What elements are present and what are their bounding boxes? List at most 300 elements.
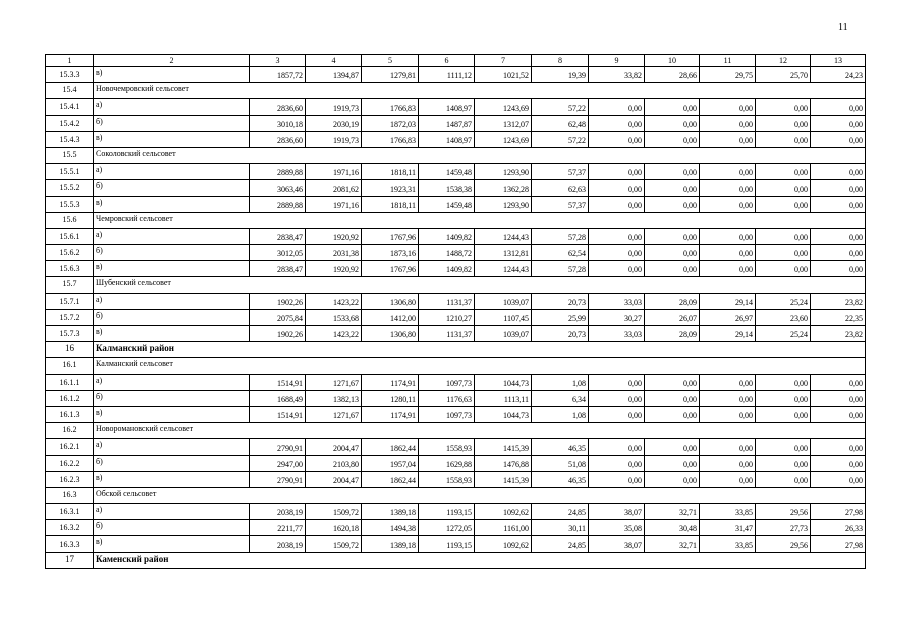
value-cell: 1097,73 xyxy=(419,374,475,390)
value-cell: 0,00 xyxy=(811,180,866,196)
value-cell: 1174,91 xyxy=(362,374,419,390)
value-cell: 1509,72 xyxy=(306,504,362,520)
row-code-cell: 15.4 xyxy=(46,83,94,99)
value-cell: 25,24 xyxy=(756,326,811,342)
value-cell: 1920,92 xyxy=(306,228,362,244)
value-cell: 0,00 xyxy=(811,228,866,244)
district-row xyxy=(46,552,866,568)
value-cell: 31,47 xyxy=(700,520,756,536)
table-header-row xyxy=(46,55,866,67)
value-cell: 1243,69 xyxy=(475,131,532,147)
value-cell: 1092,62 xyxy=(475,536,532,552)
value-cell: 1306,80 xyxy=(362,326,419,342)
value-cell: 1923,31 xyxy=(362,180,419,196)
row-variant-cell: б) xyxy=(94,245,250,261)
value-cell: 26,97 xyxy=(700,309,756,325)
value-cell: 2889,88 xyxy=(250,164,306,180)
row-variant-cell: б) xyxy=(94,180,250,196)
row-code-cell: 15.7.2 xyxy=(46,309,94,325)
value-cell: 0,00 xyxy=(589,131,645,147)
table-row xyxy=(46,131,866,147)
council-name-cell: Калманский сельсовет xyxy=(94,358,866,374)
row-code-cell: 15.5.3 xyxy=(46,196,94,212)
value-cell: 1514,91 xyxy=(250,406,306,422)
value-cell: 1244,43 xyxy=(475,228,532,244)
value-cell: 1873,16 xyxy=(362,245,419,261)
header-cell: 1 xyxy=(46,55,94,67)
value-cell: 33,03 xyxy=(589,326,645,342)
value-cell: 2038,19 xyxy=(250,536,306,552)
value-cell: 0,00 xyxy=(756,131,811,147)
council-row xyxy=(46,212,866,228)
table-row xyxy=(46,374,866,390)
value-cell: 1412,00 xyxy=(362,309,419,325)
value-cell: 26,33 xyxy=(811,520,866,536)
value-cell: 1872,03 xyxy=(362,115,419,131)
council-row xyxy=(46,423,866,439)
value-cell: 1558,93 xyxy=(419,471,475,487)
value-cell: 27,98 xyxy=(811,536,866,552)
value-cell: 33,82 xyxy=(589,67,645,83)
table-row xyxy=(46,228,866,244)
value-cell: 1394,87 xyxy=(306,67,362,83)
value-cell: 2836,60 xyxy=(250,99,306,115)
value-cell: 25,24 xyxy=(756,293,811,309)
value-cell: 1920,92 xyxy=(306,261,362,277)
value-cell: 1113,11 xyxy=(475,390,532,406)
value-cell: 1293,90 xyxy=(475,164,532,180)
value-cell: 1389,18 xyxy=(362,536,419,552)
value-cell: 0,00 xyxy=(700,228,756,244)
value-cell: 1039,07 xyxy=(475,326,532,342)
value-cell: 0,00 xyxy=(645,180,700,196)
value-cell: 1409,82 xyxy=(419,228,475,244)
council-name-cell: Чемровский сельсовет xyxy=(94,212,866,228)
value-cell: 1509,72 xyxy=(306,536,362,552)
value-cell: 1538,38 xyxy=(419,180,475,196)
row-variant-cell: б) xyxy=(94,520,250,536)
value-cell: 24,85 xyxy=(532,536,589,552)
table-row xyxy=(46,115,866,131)
header-cell: 10 xyxy=(645,55,700,67)
value-cell: 1362,28 xyxy=(475,180,532,196)
value-cell: 0,00 xyxy=(811,245,866,261)
value-cell: 0,00 xyxy=(700,439,756,455)
table-row xyxy=(46,99,866,115)
value-cell: 1818,11 xyxy=(362,164,419,180)
value-cell: 29,56 xyxy=(756,504,811,520)
value-cell: 23,60 xyxy=(756,309,811,325)
row-variant-cell: б) xyxy=(94,455,250,471)
row-code-cell: 15.7.1 xyxy=(46,293,94,309)
row-code-cell: 16.3.3 xyxy=(46,536,94,552)
value-cell: 0,00 xyxy=(756,196,811,212)
row-code-cell: 16.2.2 xyxy=(46,455,94,471)
value-cell: 62,54 xyxy=(532,245,589,261)
value-cell: 0,00 xyxy=(811,164,866,180)
value-cell: 1971,16 xyxy=(306,196,362,212)
value-cell: 0,00 xyxy=(645,131,700,147)
value-cell: 0,00 xyxy=(811,390,866,406)
value-cell: 2790,91 xyxy=(250,439,306,455)
council-row xyxy=(46,147,866,163)
value-cell: 1210,27 xyxy=(419,309,475,325)
row-code-cell: 15.5.2 xyxy=(46,180,94,196)
value-cell: 28,66 xyxy=(645,67,700,83)
value-cell: 57,37 xyxy=(532,196,589,212)
value-cell: 1459,48 xyxy=(419,164,475,180)
value-cell: 0,00 xyxy=(645,455,700,471)
value-cell: 1620,18 xyxy=(306,520,362,536)
value-cell: 23,82 xyxy=(811,293,866,309)
header-cell: 3 xyxy=(250,55,306,67)
value-cell: 0,00 xyxy=(645,390,700,406)
header-cell: 4 xyxy=(306,55,362,67)
value-cell: 1193,15 xyxy=(419,504,475,520)
value-cell: 1280,11 xyxy=(362,390,419,406)
value-cell: 1312,07 xyxy=(475,115,532,131)
row-code-cell: 15.5.1 xyxy=(46,164,94,180)
value-cell: 0,00 xyxy=(756,455,811,471)
value-cell: 20,73 xyxy=(532,326,589,342)
value-cell: 0,00 xyxy=(700,471,756,487)
value-cell: 0,00 xyxy=(700,180,756,196)
value-cell: 0,00 xyxy=(811,99,866,115)
value-cell: 0,00 xyxy=(756,180,811,196)
value-cell: 1044,73 xyxy=(475,406,532,422)
value-cell: 0,00 xyxy=(756,245,811,261)
table-row xyxy=(46,293,866,309)
row-code-cell: 16.2.1 xyxy=(46,439,94,455)
value-cell: 0,00 xyxy=(700,115,756,131)
row-code-cell: 16.1.2 xyxy=(46,390,94,406)
row-variant-cell: в) xyxy=(94,196,250,212)
value-cell: 1243,69 xyxy=(475,99,532,115)
row-code-cell: 15.4.3 xyxy=(46,131,94,147)
row-variant-cell: в) xyxy=(94,67,250,83)
value-cell: 1862,44 xyxy=(362,439,419,455)
value-cell: 0,00 xyxy=(756,115,811,131)
value-cell: 0,00 xyxy=(645,245,700,261)
value-cell: 0,00 xyxy=(756,164,811,180)
value-cell: 0,00 xyxy=(700,261,756,277)
table-body xyxy=(46,55,866,569)
value-cell: 0,00 xyxy=(645,99,700,115)
value-cell: 0,00 xyxy=(700,245,756,261)
value-cell: 2004,47 xyxy=(306,439,362,455)
value-cell: 0,00 xyxy=(645,196,700,212)
value-cell: 1097,73 xyxy=(419,406,475,422)
council-row xyxy=(46,487,866,503)
row-code-cell: 15.3.3 xyxy=(46,67,94,83)
value-cell: 1767,96 xyxy=(362,228,419,244)
value-cell: 1272,05 xyxy=(419,520,475,536)
value-cell: 1389,18 xyxy=(362,504,419,520)
value-cell: 1174,91 xyxy=(362,406,419,422)
value-cell: 0,00 xyxy=(811,131,866,147)
row-code-cell: 16.2.3 xyxy=(46,471,94,487)
value-cell: 1514,91 xyxy=(250,374,306,390)
value-cell: 1107,45 xyxy=(475,309,532,325)
value-cell: 24,85 xyxy=(532,504,589,520)
value-cell: 38,07 xyxy=(589,504,645,520)
value-cell: 0,00 xyxy=(811,439,866,455)
row-variant-cell: а) xyxy=(94,504,250,520)
row-variant-cell: а) xyxy=(94,164,250,180)
value-cell: 2081,62 xyxy=(306,180,362,196)
value-cell: 0,00 xyxy=(811,196,866,212)
value-cell: 0,00 xyxy=(589,99,645,115)
value-cell: 0,00 xyxy=(645,471,700,487)
table-row xyxy=(46,245,866,261)
value-cell: 1131,37 xyxy=(419,326,475,342)
value-cell: 32,71 xyxy=(645,536,700,552)
value-cell: 1862,44 xyxy=(362,471,419,487)
value-cell: 2075,84 xyxy=(250,309,306,325)
value-cell: 24,23 xyxy=(811,67,866,83)
value-cell: 1244,43 xyxy=(475,261,532,277)
council-name-cell: Новоромановский сельсовет xyxy=(94,423,866,439)
value-cell: 28,09 xyxy=(645,326,700,342)
value-cell: 1919,73 xyxy=(306,99,362,115)
value-cell: 2889,88 xyxy=(250,196,306,212)
value-cell: 1494,38 xyxy=(362,520,419,536)
table-row xyxy=(46,439,866,455)
row-variant-cell: в) xyxy=(94,406,250,422)
value-cell: 2103,80 xyxy=(306,455,362,471)
table-row xyxy=(46,504,866,520)
table-row xyxy=(46,536,866,552)
value-cell: 22,35 xyxy=(811,309,866,325)
value-cell: 0,00 xyxy=(589,374,645,390)
value-cell: 1487,87 xyxy=(419,115,475,131)
row-code-cell: 15.6.1 xyxy=(46,228,94,244)
table-row xyxy=(46,261,866,277)
row-variant-cell: б) xyxy=(94,390,250,406)
value-cell: 1423,22 xyxy=(306,326,362,342)
row-code-cell: 15.4.1 xyxy=(46,99,94,115)
value-cell: 1279,81 xyxy=(362,67,419,83)
value-cell: 62,63 xyxy=(532,180,589,196)
value-cell: 0,00 xyxy=(700,455,756,471)
value-cell: 2838,47 xyxy=(250,261,306,277)
value-cell: 46,35 xyxy=(532,471,589,487)
value-cell: 33,85 xyxy=(700,536,756,552)
value-cell: 28,09 xyxy=(645,293,700,309)
value-cell: 25,99 xyxy=(532,309,589,325)
value-cell: 29,14 xyxy=(700,326,756,342)
row-code-cell: 16.3 xyxy=(46,487,94,503)
row-variant-cell: в) xyxy=(94,261,250,277)
value-cell: 1629,88 xyxy=(419,455,475,471)
council-row xyxy=(46,358,866,374)
value-cell: 30,48 xyxy=(645,520,700,536)
value-cell: 20,73 xyxy=(532,293,589,309)
value-cell: 2790,91 xyxy=(250,471,306,487)
value-cell: 0,00 xyxy=(589,455,645,471)
value-cell: 3012,05 xyxy=(250,245,306,261)
value-cell: 0,00 xyxy=(756,439,811,455)
council-name-cell: Шубенский сельсовет xyxy=(94,277,866,293)
row-code-cell: 16 xyxy=(46,342,94,358)
table-row xyxy=(46,471,866,487)
value-cell: 38,07 xyxy=(589,536,645,552)
value-cell: 0,00 xyxy=(589,164,645,180)
value-cell: 1044,73 xyxy=(475,374,532,390)
value-cell: 26,07 xyxy=(645,309,700,325)
row-variant-cell: б) xyxy=(94,115,250,131)
data-table xyxy=(45,54,866,569)
value-cell: 32,71 xyxy=(645,504,700,520)
value-cell: 1476,88 xyxy=(475,455,532,471)
row-code-cell: 15.6.2 xyxy=(46,245,94,261)
value-cell: 0,00 xyxy=(589,261,645,277)
value-cell: 1092,62 xyxy=(475,504,532,520)
row-code-cell: 15.7.3 xyxy=(46,326,94,342)
value-cell: 0,00 xyxy=(811,471,866,487)
value-cell: 0,00 xyxy=(645,228,700,244)
district-name-cell: Калманский район xyxy=(94,342,866,358)
council-name-cell: Обской сельсовет xyxy=(94,487,866,503)
value-cell: 0,00 xyxy=(589,228,645,244)
value-cell: 0,00 xyxy=(700,374,756,390)
row-variant-cell: в) xyxy=(94,326,250,342)
value-cell: 0,00 xyxy=(589,180,645,196)
table-row xyxy=(46,326,866,342)
value-cell: 1767,96 xyxy=(362,261,419,277)
value-cell: 1271,67 xyxy=(306,374,362,390)
value-cell: 0,00 xyxy=(700,390,756,406)
value-cell: 0,00 xyxy=(700,196,756,212)
value-cell: 1382,13 xyxy=(306,390,362,406)
value-cell: 0,00 xyxy=(589,390,645,406)
row-code-cell: 15.6.3 xyxy=(46,261,94,277)
value-cell: 0,00 xyxy=(756,228,811,244)
value-cell: 2038,19 xyxy=(250,504,306,520)
value-cell: 2031,38 xyxy=(306,245,362,261)
value-cell: 1415,39 xyxy=(475,439,532,455)
row-code-cell: 15.4.2 xyxy=(46,115,94,131)
row-variant-cell: а) xyxy=(94,293,250,309)
value-cell: 0,00 xyxy=(811,261,866,277)
value-cell: 0,00 xyxy=(589,115,645,131)
value-cell: 57,22 xyxy=(532,131,589,147)
value-cell: 1408,97 xyxy=(419,99,475,115)
value-cell: 3063,46 xyxy=(250,180,306,196)
value-cell: 29,14 xyxy=(700,293,756,309)
value-cell: 19,39 xyxy=(532,67,589,83)
row-code-cell: 16.3.2 xyxy=(46,520,94,536)
value-cell: 1306,80 xyxy=(362,293,419,309)
value-cell: 1312,81 xyxy=(475,245,532,261)
value-cell: 1293,90 xyxy=(475,196,532,212)
value-cell: 2838,47 xyxy=(250,228,306,244)
value-cell: 1111,12 xyxy=(419,67,475,83)
value-cell: 0,00 xyxy=(756,406,811,422)
value-cell: 0,00 xyxy=(589,196,645,212)
value-cell: 62,48 xyxy=(532,115,589,131)
row-variant-cell: а) xyxy=(94,99,250,115)
row-variant-cell: а) xyxy=(94,374,250,390)
value-cell: 0,00 xyxy=(589,439,645,455)
value-cell: 0,00 xyxy=(589,471,645,487)
value-cell: 1423,22 xyxy=(306,293,362,309)
value-cell: 1766,83 xyxy=(362,131,419,147)
value-cell: 0,00 xyxy=(645,374,700,390)
value-cell: 1533,68 xyxy=(306,309,362,325)
value-cell: 23,82 xyxy=(811,326,866,342)
value-cell: 1039,07 xyxy=(475,293,532,309)
table-row xyxy=(46,180,866,196)
row-code-cell: 16.1 xyxy=(46,358,94,374)
header-cell: 13 xyxy=(811,55,866,67)
value-cell: 0,00 xyxy=(589,406,645,422)
value-cell: 0,00 xyxy=(756,471,811,487)
value-cell: 29,75 xyxy=(700,67,756,83)
council-row xyxy=(46,83,866,99)
value-cell: 0,00 xyxy=(811,115,866,131)
value-cell: 6,34 xyxy=(532,390,589,406)
value-cell: 0,00 xyxy=(645,439,700,455)
value-cell: 0,00 xyxy=(811,406,866,422)
value-cell: 1,08 xyxy=(532,374,589,390)
value-cell: 1021,52 xyxy=(475,67,532,83)
header-cell: 11 xyxy=(700,55,756,67)
table-row xyxy=(46,309,866,325)
value-cell: 0,00 xyxy=(700,406,756,422)
header-cell: 7 xyxy=(475,55,532,67)
value-cell: 0,00 xyxy=(700,164,756,180)
value-cell: 2030,19 xyxy=(306,115,362,131)
value-cell: 0,00 xyxy=(700,131,756,147)
value-cell: 2211,77 xyxy=(250,520,306,536)
header-cell: 5 xyxy=(362,55,419,67)
value-cell: 1408,97 xyxy=(419,131,475,147)
value-cell: 30,11 xyxy=(532,520,589,536)
council-name-cell: Соколовский сельсовет xyxy=(94,147,866,163)
row-code-cell: 16.3.1 xyxy=(46,504,94,520)
table-row xyxy=(46,520,866,536)
row-code-cell: 15.6 xyxy=(46,212,94,228)
row-code-cell: 17 xyxy=(46,552,94,568)
header-cell: 2 xyxy=(94,55,250,67)
value-cell: 0,00 xyxy=(811,374,866,390)
value-cell: 0,00 xyxy=(645,261,700,277)
value-cell: 0,00 xyxy=(811,455,866,471)
value-cell: 0,00 xyxy=(756,99,811,115)
row-variant-cell: в) xyxy=(94,131,250,147)
value-cell: 1919,73 xyxy=(306,131,362,147)
row-code-cell: 16.2 xyxy=(46,423,94,439)
row-variant-cell: б) xyxy=(94,309,250,325)
value-cell: 1558,93 xyxy=(419,439,475,455)
header-cell: 8 xyxy=(532,55,589,67)
value-cell: 25,70 xyxy=(756,67,811,83)
value-cell: 57,28 xyxy=(532,228,589,244)
value-cell: 0,00 xyxy=(645,406,700,422)
value-cell: 1488,72 xyxy=(419,245,475,261)
value-cell: 1857,72 xyxy=(250,67,306,83)
row-variant-cell: а) xyxy=(94,228,250,244)
table-row xyxy=(46,196,866,212)
row-variant-cell: в) xyxy=(94,536,250,552)
table-row xyxy=(46,406,866,422)
value-cell: 57,22 xyxy=(532,99,589,115)
value-cell: 1131,37 xyxy=(419,293,475,309)
value-cell: 1409,82 xyxy=(419,261,475,277)
value-cell: 46,35 xyxy=(532,439,589,455)
row-code-cell: 16.1.1 xyxy=(46,374,94,390)
